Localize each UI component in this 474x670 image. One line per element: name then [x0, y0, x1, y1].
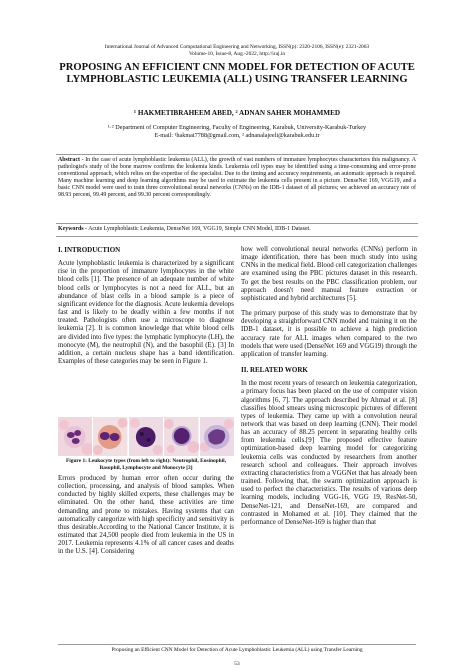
neutrophil-image [58, 417, 92, 456]
right-column [241, 246, 417, 534]
lymphocyte-image [164, 417, 198, 456]
eosinophil-image [93, 417, 127, 456]
abstract-label: Abstract [58, 157, 80, 163]
journal-info-line: International Journal of Advanced Computational Engineering and Networking, ISSN(p): 2320-2106, ISSN(e): 2321-2063 [104, 44, 370, 50]
section-heading-introduction: I. INTRODUCTION [58, 246, 121, 254]
intro-paragraph: Acute lymphoblastic leukemia is characterized by a significant rise in the proportion of immature lymphocytes in the white blood cells [1]. The presence of an adequate number of white blood cells or lymphocytes is not a need for ALL, but an abundance of blast cells in a blood sample is a piece of significant evidence for the diagnosis. Acute leukemia develops fast and is likely to be deadly within a few months if not treated. Pathologists often use a microscope to diagnose leukemia [2]. It is common knowledge that white blood cells are divided into five types: the lymphatic lymphocyte (LH), the monocyte (M), the neutrophil (N), and the basophil (E). [3] In addition, a certain nucleus shape has a band identification. Examples of these categories may be seen in Figure 1. [58, 260, 234, 366]
left-column-continued [58, 475, 234, 564]
related-work-paragraph: In the most recent years of research on leukemia categorization, a primary focus has been placed on the use of computer vision algorithms [6, 7]. The approach described by Ahmad et al. [8] classifies blood smears using microscopic pictures of different types of leukemia. They came up with a convolution neural network that was based on deep learning (CNN). Their model has an accuracy of 88.25 percent in separating healthy cells from leukemia cells.[9] The proposed effective feature optimization-based deep learning model for categorizing leukemia cells was conducted by researchers from another research school and colleagues. Their approach involves extracting characteristics from a VGGNet that has already been trained. Following that, the swarm optimization approach is used to perfect the characteristics. The results of various deep learning models, including VGG-16, VGG 19, ResNet-50, DenseNet-121, and DenseNet-169, are compared and contrasted in Mohamed et al. [10]. They claimed that the performance of DenseNet-169 is higher than that [241, 380, 418, 526]
body-paragraph: how well convolutional neural networks (CNNs) perform in image identification, there has been much study into using CNNs in the medical field. Blood cell categorization challenges are examined using the PBC pictures dataset in this research. To get the best results on the PBC classification problem, our approach doesn't need manual feature extraction or sophisticated and hybrid architectures [5]. [241, 246, 417, 302]
footer-divider [58, 644, 416, 645]
basophil-image [129, 417, 163, 456]
figure-caption: Figure 1: Leukocyte types (from left to right): Neutrophil, Eosinophil, Basophil, Lymphocyte and Monocyte [3] [65, 458, 227, 471]
affiliation-email: E-mail: ¹hakmat7788@gmail.com, ² adnanalajeeli@karabuk.edu.tr [154, 131, 320, 139]
intro-paragraph: Errors produced by human error often occur during the collection, processing, and analysis of blood samples. When conducted by highly skilled experts, these challenges may be eliminated. On the other hand, these activities are time demanding and prone to mistakes. Having systems that can automatically categorize with high specificity and sensitivity is thus desirable.According to the National Cancer Institute, it is estimated that 24,500 people died from leukemia in the US in 2017. Leukemia represents 4.1% of all cancer cases and deaths in the U.S. [4]. Considering [58, 475, 234, 556]
figure-leukocyte-images [58, 417, 234, 456]
affiliation [20, 124, 454, 140]
body-paragraph: The primary purpose of this study was to demonstrate that by developing a straightforward CNN model and training it on the IDB-1 dataset, it is possible to achieve a high prediction accuracy rate for ALL images when compared to the two models that were used (DenseNet 169 and VGG19) through the application of transfer learning. [241, 310, 417, 358]
keywords-label: Keywords [58, 226, 84, 232]
section-heading-related-work: II. RELATED WORK [241, 366, 308, 375]
divider [56, 223, 418, 224]
keywords-text: - Acute Lymphoblastic Leukemia, DenseNet 169, VGG19, Simple CNN Model, IDB-1 Dataset. [83, 226, 311, 232]
journal-header [20, 44, 454, 57]
journal-volume-line: Volume-10, Issue-8, Aug.-2022, http://iraj.in [188, 50, 286, 57]
divider [56, 236, 418, 237]
running-footer: Proposing an Efficient CNN Model for Detection of Acute Lymphoblastic Leukemia (ALL) using Transfer Learning [111, 647, 363, 653]
abstract-text: - In the case of acute lymphoblastic leukemia (ALL), the growth of vast numbers of immature lymphocytes characterizes this malignancy. A pathologist's study of the bone marrow confirms the leukemia kinds. Leukemia cell types may be identified using a time-consuming and error-prone conventional approach, which relies on the expertise of the specialist. Due to the timing and accuracy requirements, an automatic approach is required. Many machine learning and deep learning algorithms may be used to estimate the leukemia cells present in a picture. DenseNet 169, VGG19, and a basic CNN model were used to train three convolutional neural networks (CNNs) on the IDB-1 dataset of all pictures; we achieved an accuracy rate of 98.93 percent, 99.49 percent, and 99.30 percent correspondingly. [58, 157, 416, 199]
paper-title: PROPOSING AN EFFICIENT CNN MODEL FOR DETECTION OF ACUTE LYMPHOBLASTIC LEUKEMIA (ALL) USING TRANSFER LEARNING [59, 62, 415, 86]
left-column [58, 246, 234, 373]
page-number: 53 [234, 661, 240, 667]
monocyte-image [200, 417, 234, 456]
divider [56, 154, 418, 155]
author-list: ¹ HAKMETIBRAHEEM ABED, ² ADNAN SAHER MOHAMMED [133, 109, 341, 117]
keywords [58, 226, 416, 233]
abstract [58, 157, 416, 200]
affiliation-department: ¹·² Department of Computer Engineering, Faculty of Engineering, Karabuk, University-Karabuk-Turkey [107, 124, 367, 131]
